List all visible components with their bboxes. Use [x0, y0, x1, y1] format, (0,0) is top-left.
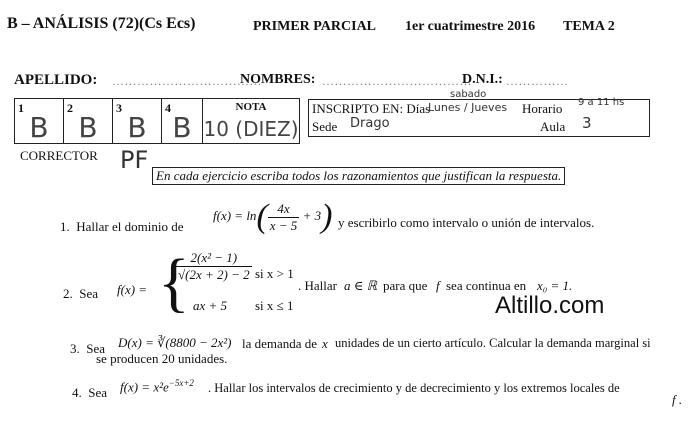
grade-number: 2 — [67, 101, 73, 115]
watermark-logo: Altillo.com — [495, 292, 605, 319]
question-text: Hallar el dominio de — [76, 219, 184, 234]
grade-cell — [113, 99, 162, 144]
grade-mark: B — [127, 111, 147, 144]
formula-q4-f: f . — [672, 392, 683, 407]
formula-q1: f(x) = ln( $\frac{4x}{x - 5}$ + 3) — [213, 198, 333, 235]
exam-term: 1er cuatrimestre 2016 — [405, 19, 536, 34]
exam-version: TEMA 2 — [563, 19, 615, 34]
formula-q2-lhs: f(x) = — [117, 282, 148, 297]
grade-mark: B — [78, 111, 98, 144]
grade-mark: B — [29, 111, 49, 144]
grade-cell — [64, 99, 113, 144]
sabado-note: sabado — [450, 89, 487, 100]
nota-label: NOTA — [235, 101, 267, 113]
question-1 — [60, 219, 183, 235]
formula-q2-f: f — [436, 278, 440, 293]
nombres-label: NOMBRES: — [240, 72, 316, 87]
question-text: unidades de un cierto artículo. Calcular la demanda marginal si — [335, 336, 651, 350]
question-number: 3. — [70, 341, 80, 356]
exam-title: PRIMER PARCIAL — [253, 19, 377, 34]
question-text: Sea — [79, 286, 99, 301]
grade-cell — [15, 99, 64, 144]
question-4 — [72, 385, 107, 401]
brace: { — [158, 246, 190, 319]
formula-q3: D(x) = ∛(8800 − 2x²) — [118, 335, 232, 350]
question-text: Sea — [86, 341, 106, 356]
question-number: 1. — [60, 219, 70, 234]
horario-label: Horario — [522, 101, 563, 116]
condition-1: si x > 1 — [255, 266, 294, 281]
question-number: 2. — [63, 286, 73, 301]
dni-label: D.N.I.: — [462, 72, 503, 87]
formula-q3-x: x — [322, 336, 328, 351]
formula-q2-case1: $\frac{\text{2(x² − 1)}}{√(2x + 2) - 2}$ — [178, 250, 250, 282]
aula-value: 3 — [582, 114, 592, 132]
formula-q4: $f(x) = x^2e^{-5x+2}$ — [120, 378, 194, 395]
dias-value: Lunes / Jueves — [428, 101, 508, 114]
grade-number: 3 — [116, 101, 122, 115]
nota-value: 10 (DIEZ) — [203, 117, 299, 141]
condition-2: si x ≤ 1 — [255, 298, 294, 313]
dni-field[interactable]: …………… — [506, 74, 569, 88]
inscripto-label: INSCRIPTO EN: Días — [312, 101, 431, 116]
formula-q2-case2: ax + 5 — [193, 298, 228, 313]
grades-table — [14, 98, 300, 144]
corrector-label: CORRECTOR — [20, 148, 98, 163]
question-text: la demanda de — [242, 336, 318, 351]
aula-label: Aula — [540, 119, 566, 134]
grade-number: 4 — [165, 101, 171, 115]
question-text: . Hallar los intervalos de crecimiento y de decrecimiento y los extremos locales de — [208, 381, 620, 395]
question-2 — [63, 286, 98, 302]
question-number: 4. — [72, 385, 82, 400]
instruction-box: En cada ejercicio escriba todos los razonamientos que justifican la respuesta. — [152, 167, 565, 185]
sede-label: Sede — [312, 119, 338, 134]
apellido-label: APELLIDO: — [14, 72, 98, 88]
question-text: para que — [383, 278, 428, 293]
nota-cell — [203, 99, 300, 144]
question-text: sea continua en — [446, 278, 527, 293]
grade-number: 1 — [18, 101, 24, 115]
corrector-initials: PF — [120, 146, 149, 174]
horario-value: 9 a 11 hs — [578, 97, 625, 108]
question-text: . Hallar — [298, 278, 337, 293]
question-text: y escribirlo como intervalo o unión de intervalos. — [338, 215, 595, 230]
grade-mark: B — [172, 111, 192, 144]
course-title: B – ANÁLISIS (72)(Cs Ecs) — [7, 15, 196, 32]
sede-value: Drago — [350, 116, 390, 131]
formula-q2-a: a ∈ ℝ — [344, 278, 377, 293]
apellido-field[interactable]: ……………………………… — [112, 74, 262, 88]
question-text: se producen 20 unidades. — [96, 351, 228, 366]
grade-cell — [162, 99, 203, 144]
nombres-field[interactable]: ……………………………… — [322, 74, 472, 88]
question-text: Sea — [88, 385, 108, 400]
formula-q2-x0: x₀ = 1. — [537, 278, 573, 293]
